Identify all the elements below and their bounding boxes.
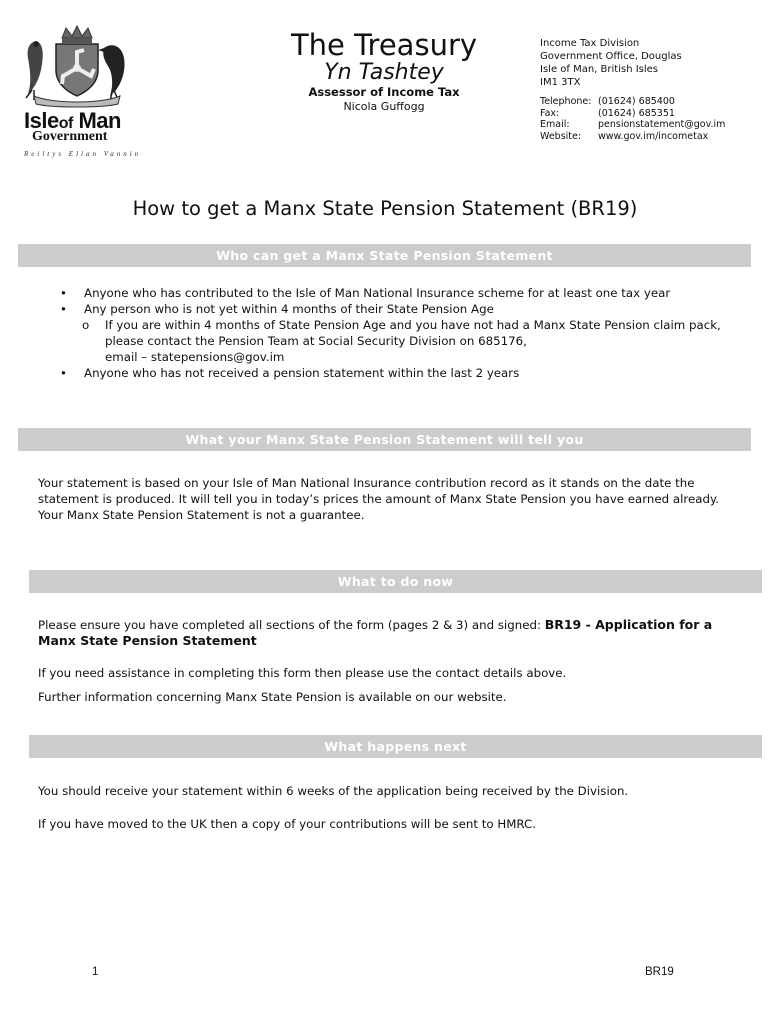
contact-label: Telephone: [540,96,592,107]
page-number: 1 [92,966,99,978]
next-paragraph: You should receive your statement within 6 weeks of the application being received by the Division. [38,784,629,798]
section-heading-next: What happens next [29,735,762,758]
address-line: Government Office, Douglas [540,51,682,62]
logo-government: Government [32,129,108,144]
address-line: IM1 3TX [540,77,581,88]
list-item: • Any person who is not yet within 4 months of their State Pension Age [60,301,740,317]
contact-email: pensionstatement@gov.im [598,119,726,131]
contact-website: www.gov.im/incometax [598,131,709,143]
contact-label: Website: [540,131,582,143]
todo-website: Further information concerning Manx State Pension is available on our website. [38,690,507,704]
sub-list-text: If you are within 4 months of State Pension Age and you have not had a Manx State Pension claim pack, please contact the Pension Team at Social Security Division on 685176, [105,318,721,348]
address-line: Income Tax Division [540,38,640,49]
todo-assistance: If you need assistance in completing this form then please use the contact details above. [38,666,567,680]
todo-paragraph [38,617,728,649]
form-name: BR19 - Application for a Manx State Pension Statement [38,617,713,648]
header-title: The Treasury [290,28,478,62]
contact-fax: (01624) 685351 [598,107,675,119]
who-list [60,285,740,381]
address-block [540,37,682,89]
section-heading-todo: What to do now [29,570,762,593]
address-line: Isle of Man, British Isles [540,64,659,75]
logo-word-man: Man [78,108,121,133]
section-heading-tell: What your Manx State Pension Statement will tell you [18,428,751,451]
logo-word-isle: Isle [24,108,59,133]
contact-block [540,96,725,143]
header-subtitle: Yn Tashtey [324,60,444,85]
todo-text: Please ensure you have completed all sections of the form (pages 2 & 3) and signed: [38,618,545,632]
contact-row [540,119,725,131]
section-heading-who: Who can get a Manx State Pension Statement [18,244,751,267]
header-person: Nicola Guffogg [343,100,425,113]
form-code: BR19 [645,966,674,978]
crest-icon [22,24,132,108]
contact-row [540,131,725,143]
document-title: How to get a Manx State Pension Statement (BR19) [132,197,638,220]
sub-list-email: email – statepensions@gov.im [105,350,285,364]
contact-label: Fax: [540,107,560,119]
list-item: • Anyone who has contributed to the Isle of Man National Insurance scheme for at least one tax year [60,285,740,301]
logo-tagline: Reiltys Ellan Vannin [24,150,142,158]
contact-telephone: (01624) 685400 [598,96,675,107]
contact-row [540,108,725,120]
contact-row [540,96,725,108]
sub-list-item [82,317,740,365]
tell-paragraph: Your statement is based on your Isle of Man National Insurance contribution record as it stands on the date the statement is produced. It will tell you in today’s prices the amount of Manx State Pension you have earned already. Your Manx State Pension Statement is not a guarantee. [38,476,720,522]
list-item: • Anyone who has not received a pension statement within the last 2 years [60,365,740,381]
contact-label: Email: [540,119,570,131]
logo-word-of: of [58,115,73,132]
next-paragraph-uk: If you have moved to the UK then a copy of your contributions will be sent to HMRC. [38,817,537,831]
header-assessor: Assessor of Income Tax [308,85,460,99]
